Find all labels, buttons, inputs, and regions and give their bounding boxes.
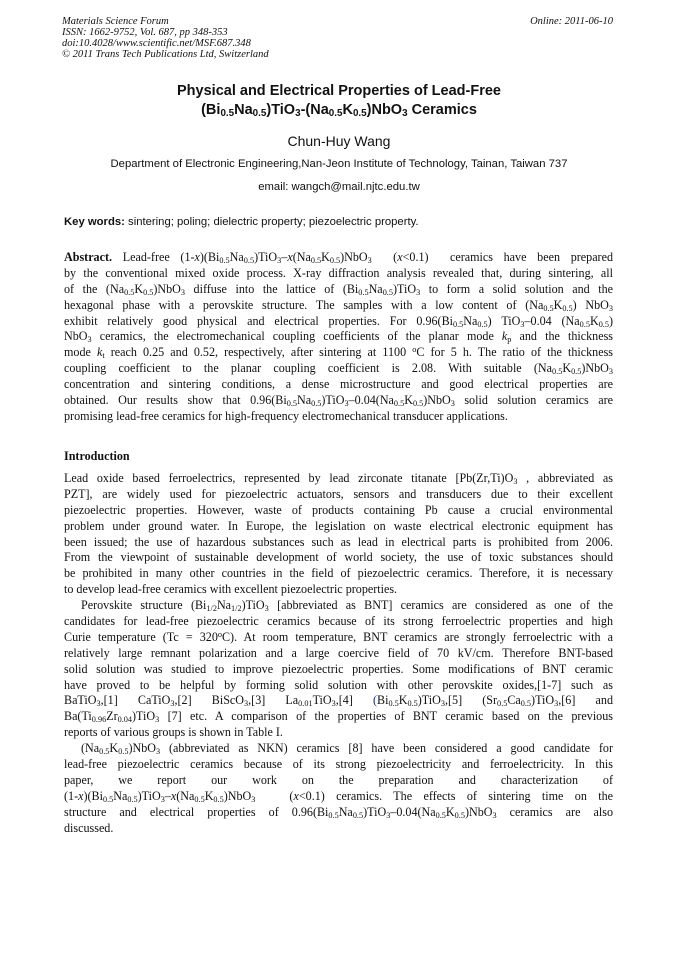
copyright-line: © 2011 Trans Tech Publications Ltd, Switzerland — [62, 49, 269, 60]
abstract-label: Abstract. — [64, 250, 113, 264]
abstract: Abstract. Lead-free $(1-x)(Bi_{0.5}Na_{0.5})TiO_3-x(Na_{0.5}K_{0.5})NbO_3$ (x<0.1) ceramics have been prepared by the conventional mixed oxide process. X-ray diffraction analysis revealed that, during sintering, all of the $(Na_{0.5}K_{0.5})NbO_3$ diffuse into the lattice of $(Bi_{0.5}Na_{0.5})TiO_3$ to form a solid solution and the hexagonal phase with a perovskite structure. The samples with a low content of $(Na_{0.5}K_{0.5})$ NbO$_3$ exhibit relatively good physical and electrical properties. For $0.96(Bi_{0.5}Na_{0.5})$ TiO$_3$–0.04 $(Na_{0.5}K_{0.5})$ NbO$_3$ ceramics, the electromechanical coupling coefficients of the planar mode $k_p$ and the thickness mode $k_t$ reach 0.25 and 0.52, respectively, after sintering at 1100 $^o$C for 5 h. The ratio of the thickness coupling coefficient to the planar coupling coefficient is 2.08. With suitable $(Na_{0.5}K_{0.5})NbO_3$ concentration and sintering conditions, a dense microstructure and good electrical properties are obtained. Our results show that $0.96(Bi_{0.5}Na_{0.5})TiO_3-0.04(Na_{0.5}K_{0.5})NbO_3$ solid solution ceramics are promising lead-free ceramics for high-frequency electromechanical transducer applications. — [64, 250, 613, 423]
author-name: Chun-Huy Wang — [287, 133, 391, 149]
journal-header — [62, 16, 269, 60]
paper-title — [62, 82, 616, 120]
keywords-label: Key words: — [64, 216, 125, 228]
affiliation: Department of Electronic Engineering,Nan-Jeon Institute of Technology, Tainan, Taiwan 737 — [110, 158, 568, 170]
keywords — [64, 215, 618, 229]
introduction-body: Lead oxide based ferroelectrics, represented by lead zirconate titanate [$Pb(Zr,Ti)O_3$ , abbreviated as PZT], are widely used for piezoelectric actuators, sensors and transducers due to their excellent piezoelectric properties. However, waste of products containing Pb cause a crucial environmental problem under ground water. In Europe, the legislation on waste electrical electronic equipment has been issued; the use of hazardous substances such as lead in electrical parts is prohibited from 2006. From the viewpoint of sustainable development of world society, the use of toxic substances should be prohibited in many other countries in the field of piezoelectric ceramics. Therefore, it is necessary to develop lead-free ceramics with excellent piezoelectric properties. Perovskite structure $(Bi_{1/2}Na_{1/2})TiO_3$ [abbreviated as BNT] ceramics are considered as one of the candidates for lead-free piezoelectric ceramics because of its strong ferroelectric properties and high Curie temperature $(Tc = 320^oC)$. At room temperature, BNT ceramics are strongly ferroelectric with a relatively large remnant polarization and a large coercive field of 70 kV/cm. Therefore BNT-based solid solution was studied to improve piezoelectric properties. Some modifications of BNT ceramic have proved to be helpful by forming solid solution with other perovskite oxides,[1-7] such as BaTiO$_3$,[1] CaTiO$_3$,[2] BiScO$_3$,[3] $La_{0.01}TiO_3,[4]$ $(Bi_{0.5}K_{0.5})TiO_3,[5]$ $(Sr_{0.5}Ca_{0.5})TiO_3,[6]$ and $Ba(Ti_{0.96}Zr_{0.04})TiO_3$ [7] etc. A comparison of the properties of BNT ceramic based on the previous reports of various groups is shown in Table I. $(Na_{0.5}K_{0.5})NbO_3$ (abbreviated as NKN) ceramics [8] have been considered a good candidate for lead-free piezoelectric ceramics because of its strong piezoelectricity and ferroelectricity. In this paper, we report our work on the preparation and characterization of $(1-x)(Bi_{0.5}Na_{0.5})TiO_3-x(Na_{0.5}K_{0.5})NbO_3$ (x<0.1) ceramics. The effects of sintering time on the structure and electrical properties of $0.96(Bi_{0.5}Na_{0.5})TiO_3-0.04(Na_{0.5}K_{0.5})NbO_3$ ceramics are also discussed. — [64, 471, 614, 835]
author-email: email: wangch@mail.njtc.edu.tw — [258, 181, 420, 193]
journal-name: Materials Science Forum — [62, 16, 169, 27]
section-heading-introduction: Introduction — [64, 449, 130, 463]
doi-line: doi:10.4028/www.scientific.net/MSF.687.348 — [62, 38, 251, 49]
keywords-text: sintering; poling; dielectric property; piezoelectric property. — [128, 216, 419, 228]
title-line-2: $(Bi_{0.5}Na_{0.5})TiO_3-(Na_{0.5}K_{0.5})NbO_3$ Ceramics — [201, 102, 477, 119]
issn-line: ISSN: 1662-9752, Vol. 687, pp 348-353 — [62, 27, 228, 38]
title-line-1: Physical and Electrical Properties of Lead-Free — [177, 83, 501, 99]
online-date: Online: 2011-06-10 — [530, 16, 613, 27]
